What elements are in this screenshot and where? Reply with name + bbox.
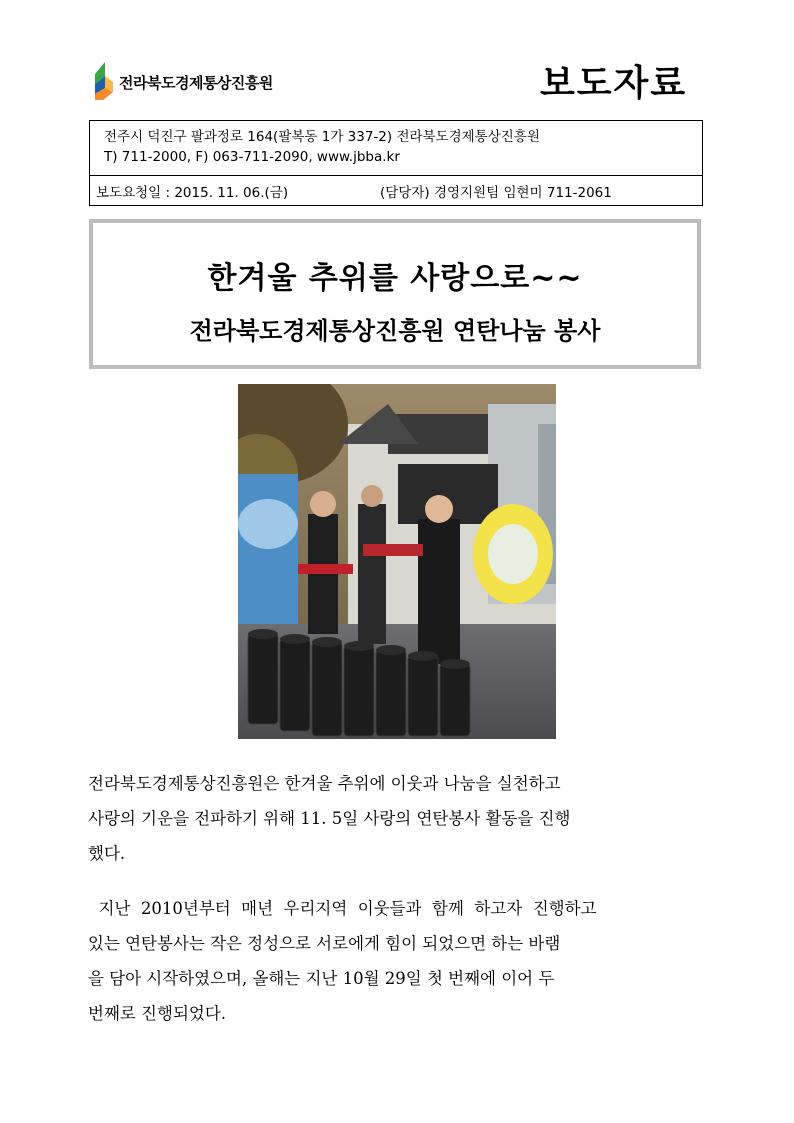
subheadline: 전라북도경제통상진흥원 연탄나눔 봉사 [189,317,601,345]
event-photo [238,384,556,739]
request-date: 보도요청일 : 2015. 11. 06.(금) [96,185,289,201]
paragraph-line: 번째로 진행되었다. [88,1004,227,1023]
info-divider [90,175,702,176]
org-logo-icon [93,60,115,100]
body-paragraph-2 [88,891,708,1031]
contact-person: (담당자) 경영지원팀 임현미 711-2061 [380,185,612,201]
paragraph-line: 했다. [88,844,126,863]
body-paragraph-1 [88,766,708,871]
request-row [90,181,702,201]
headline: 한겨울 추위를 사랑으로~~ [207,261,583,296]
event-photo-image [238,384,556,739]
paragraph-line: 사랑의 기운을 전파하기 위해 11. 5일 사랑의 연탄봉사 활동을 진행 [88,809,571,828]
paragraph-line: 을 담아 시작하였으며, 올해는 지난 10월 29일 첫 번째에 이어 두 [88,969,555,988]
paragraph-line: 전라북도경제통상진흥원은 한겨울 추위에 이웃과 나눔을 실천하고 [88,774,561,793]
phone-line: T) 711-2000, F) 063-711-2090, www.jbba.kr [104,149,400,165]
paragraph-line: 있는 연탄봉사는 작은 정성으로 서로에게 힘이 되었으면 하는 바램 [88,934,561,953]
doc-type-title: 보도자료 [540,63,688,104]
paragraph-line: 지난 2010년부터 매년 우리지역 이웃들과 함께 하고자 진행하고 [88,899,597,918]
info-box [89,120,703,206]
address-text: 전주시 덕진구 팔과정로 164(팔복동 1가 337-2) 전라북도경제통상진흥원 [104,129,540,145]
org-logo [93,60,313,102]
title-box [89,219,701,369]
org-name: 전라북도경제통상진흥원 [119,74,273,92]
